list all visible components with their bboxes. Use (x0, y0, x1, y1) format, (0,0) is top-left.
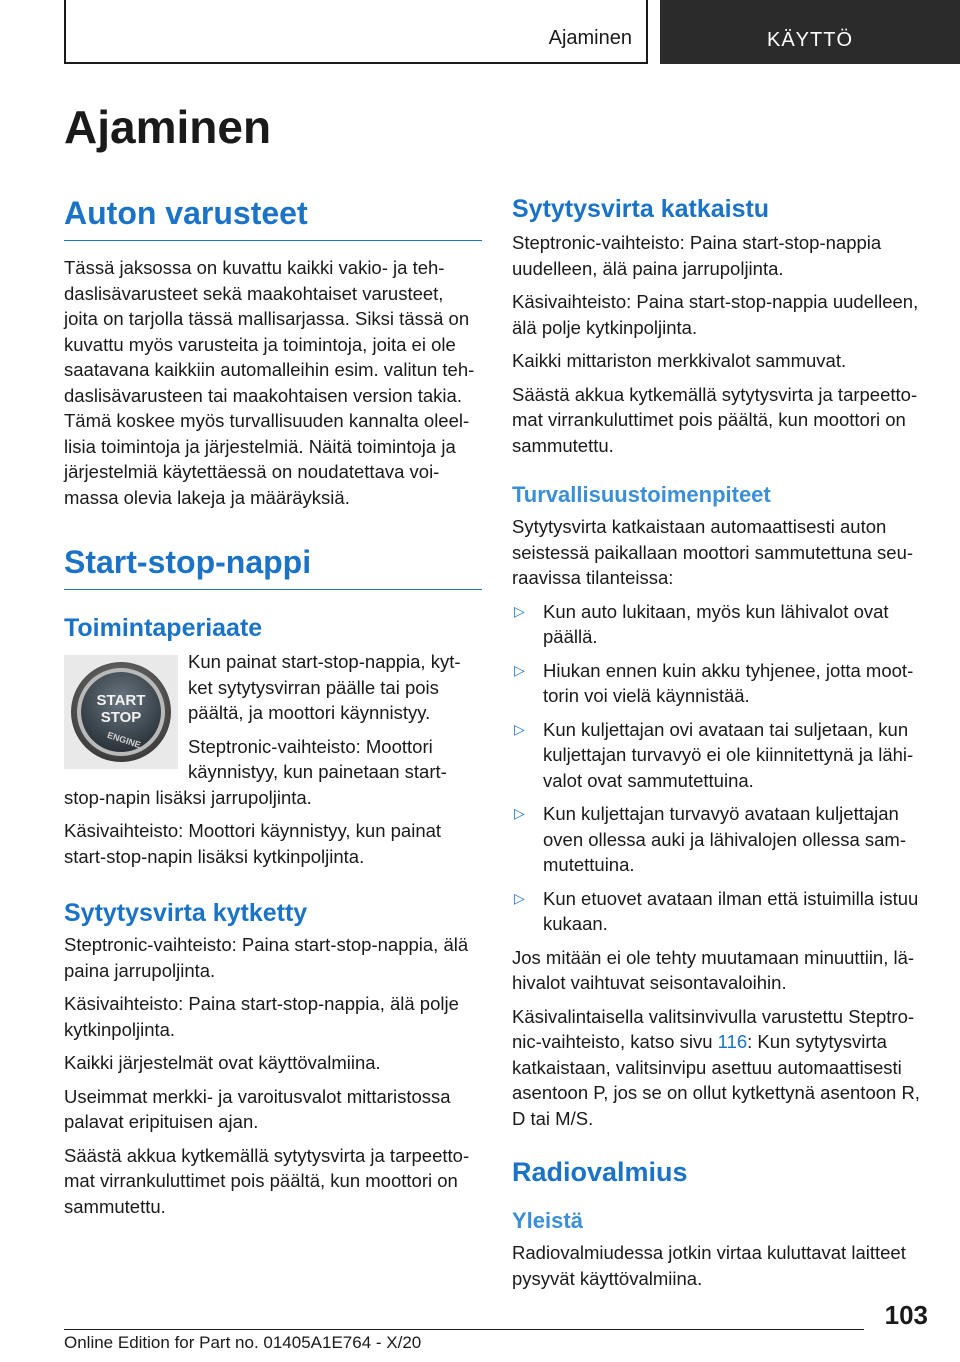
paragraph-katkaistu-1: Steptronic-vaihteisto: Paina start-stop-nappia uudelleen, älä paina jarrupoljinta. (512, 232, 882, 279)
triangle-bullet-icon: ▷ (514, 661, 525, 678)
paragraph-toimintaperiaate-1: Kun painat start-stop-nappia, kyt-ket sytytysvirran päälle tai pois päältä, ja moottori käynnistyy. (188, 651, 461, 723)
footer-divider (64, 1329, 864, 1330)
paragraph-katkaistu-3: Kaikki mittariston merkkivalot sammuvat. (512, 350, 847, 371)
triangle-bullet-icon: ▷ (514, 602, 525, 619)
list-item: ▷ Kun etuovet avataan ilman että istuimilla istuu kukaan. (512, 886, 928, 937)
button-text-engine: ENGINE (106, 729, 142, 751)
triangle-bullet-icon: ▷ (514, 889, 525, 906)
list-item: ▷ Kun kuljettajan turvavyö avataan kuljettajan oven ollessa auki ja lähivalojen ollessa sam-mutettuina. (512, 801, 928, 878)
header-section: KÄYTTÖ (766, 29, 853, 51)
header-chapter: Ajaminen (548, 27, 632, 49)
triangle-bullet-icon: ▷ (514, 720, 525, 737)
heading-start-stop-nappi: Start-stop-nappi (64, 544, 482, 590)
footer-edition: Online Edition for Part no. 01405A1E764 - X/20 (64, 1333, 422, 1352)
heading-radiovalmius: Radiovalmius (512, 1157, 688, 1187)
heading-turvallisuustoimenpiteet: Turvallisuustoimenpiteet (512, 482, 771, 507)
header-section-tab[interactable] (660, 0, 960, 64)
right-column (512, 195, 928, 1291)
paragraph-kytketty-1: Steptronic-vaihteisto: Paina start-stop-nappia, älä paina jarrupoljinta. (64, 934, 469, 981)
start-stop-engine-button-icon (64, 655, 178, 769)
list-item: ▷ Kun auto lukitaan, myös kun lähivalot ovat päällä. (512, 599, 928, 650)
triangle-bullet-icon: ▷ (514, 805, 525, 821)
heading-sytytysvirta-kytketty: Sytytysvirta kytketty (64, 899, 308, 927)
heading-auton-varusteet: Auton varusteet (64, 195, 482, 241)
left-column (64, 195, 482, 1219)
paragraph-kytketty-5: Säästä akkua kytkemällä sytytysvirta ja tarpeetto-mat virrankuluttimet pois päältä, kun moottori on sammutettu. (64, 1144, 470, 1217)
paragraph-katkaistu-2: Käsivaihteisto: Paina start-stop-nappia uudelleen, älä polje kytkinpoljinta. (512, 291, 919, 338)
list-item: ▷ Kun kuljettajan ovi avataan tai suljetaan, kun kuljettajan turvavyö ei ole kiinnitettynä ja lähi-valot ovat sammutettuina. (512, 717, 928, 794)
paragraph-kytketty-3: Kaikki järjestelmät ovat käyttövalmiina. (64, 1052, 381, 1073)
button-text-stop: STOP (100, 709, 142, 726)
paragraph-kytketty-2: Käsivaihteisto: Paina start-stop-nappia, älä polje kytkinpoljinta. (64, 993, 459, 1040)
heading-toimintaperiaate: Toimintaperiaate (64, 614, 263, 642)
heading-yleista: Yleistä (512, 1208, 583, 1233)
page-link-116[interactable]: 116 (717, 1031, 748, 1052)
paragraph-auton-varusteet: Tässä jaksossa on kuvattu kaikki vakio- ja teh-daslisävarusteet sekä maakohtaiset varusteet, joita on tarjolla tässä mallisarjassa. Siksi tässä on kuvattu myös varusteita ja toimintoja, joita ei ole saatavana kaikkiin automalleihin esim. valitun teh-daslisävarusteen tai maakohtaisen version takia. Tämä koskee myös turvallisuuden kannalta oleel-lisia toimintoja ja järjestelmiä. Näitä toimintoja ja järjestelmiä käytettäessä on noudatettava voi-massa olevia lakeja ja määräyksiä. (64, 257, 475, 508)
page-title: Ajaminen (64, 101, 272, 153)
header-chapter-box (64, 0, 648, 64)
list-item: ▷ Hiukan ennen kuin akku tyhjenee, jotta moot-torin voi vielä käynnistää. (512, 658, 928, 709)
paragraph-kasivalintainen: Käsivalintaisella valitsinvivulla varustettu Steptro-nic-vaihteisto, katso sivu 116: Kun sytytysvirta katkaistaan, valitsinvipu asettuu automaattisesti asentoon P, jos se on ollut kytkettynä asentoon R, D tai M/S. (512, 1005, 920, 1129)
paragraph-katkaistu-4: Säästä akkua kytkemällä sytytysvirta ja tarpeetto-mat virrankuluttimet pois päältä, kun moottori on sammutettu. (512, 383, 918, 456)
paragraph-toimintaperiaate-3: Käsivaihteisto: Moottori käynnistyy, kun painat start-stop-napin lisäksi kytkinpoljinta. (64, 820, 442, 867)
heading-sytytysvirta-katkaistu: Sytytysvirta katkaistu (512, 195, 770, 223)
paragraph-turvallisuus: Sytytysvirta katkaistaan automaattisesti auton seistessä paikallaan moottori sammutettuna seu-raavissa tilanteissa: (512, 516, 914, 588)
paragraph-toimintaperiaate-2: Steptronic-vaihteisto: Moottori käynnistyy, kun painetaan start-stop-napin lisäksi jarrupoljinta. (64, 735, 447, 808)
paragraph-kytketty-4: Useimmat merkki- ja varoitusvalot mittaristossa palavat eripituisen ajan. (64, 1085, 451, 1132)
button-text-start: START (96, 692, 146, 709)
page-number: 103 (884, 1300, 928, 1330)
paragraph-jos-mitaan: Jos mitään ei ole tehty muutamaan minuuttiin, lä-hivalot vaihtuvat seisontavaloihin. (512, 946, 915, 993)
paragraph-radiovalmius: Radiovalmiudessa jotkin virtaa kuluttavat laitteet pysyvät käyttövalmiina. (512, 1242, 906, 1289)
